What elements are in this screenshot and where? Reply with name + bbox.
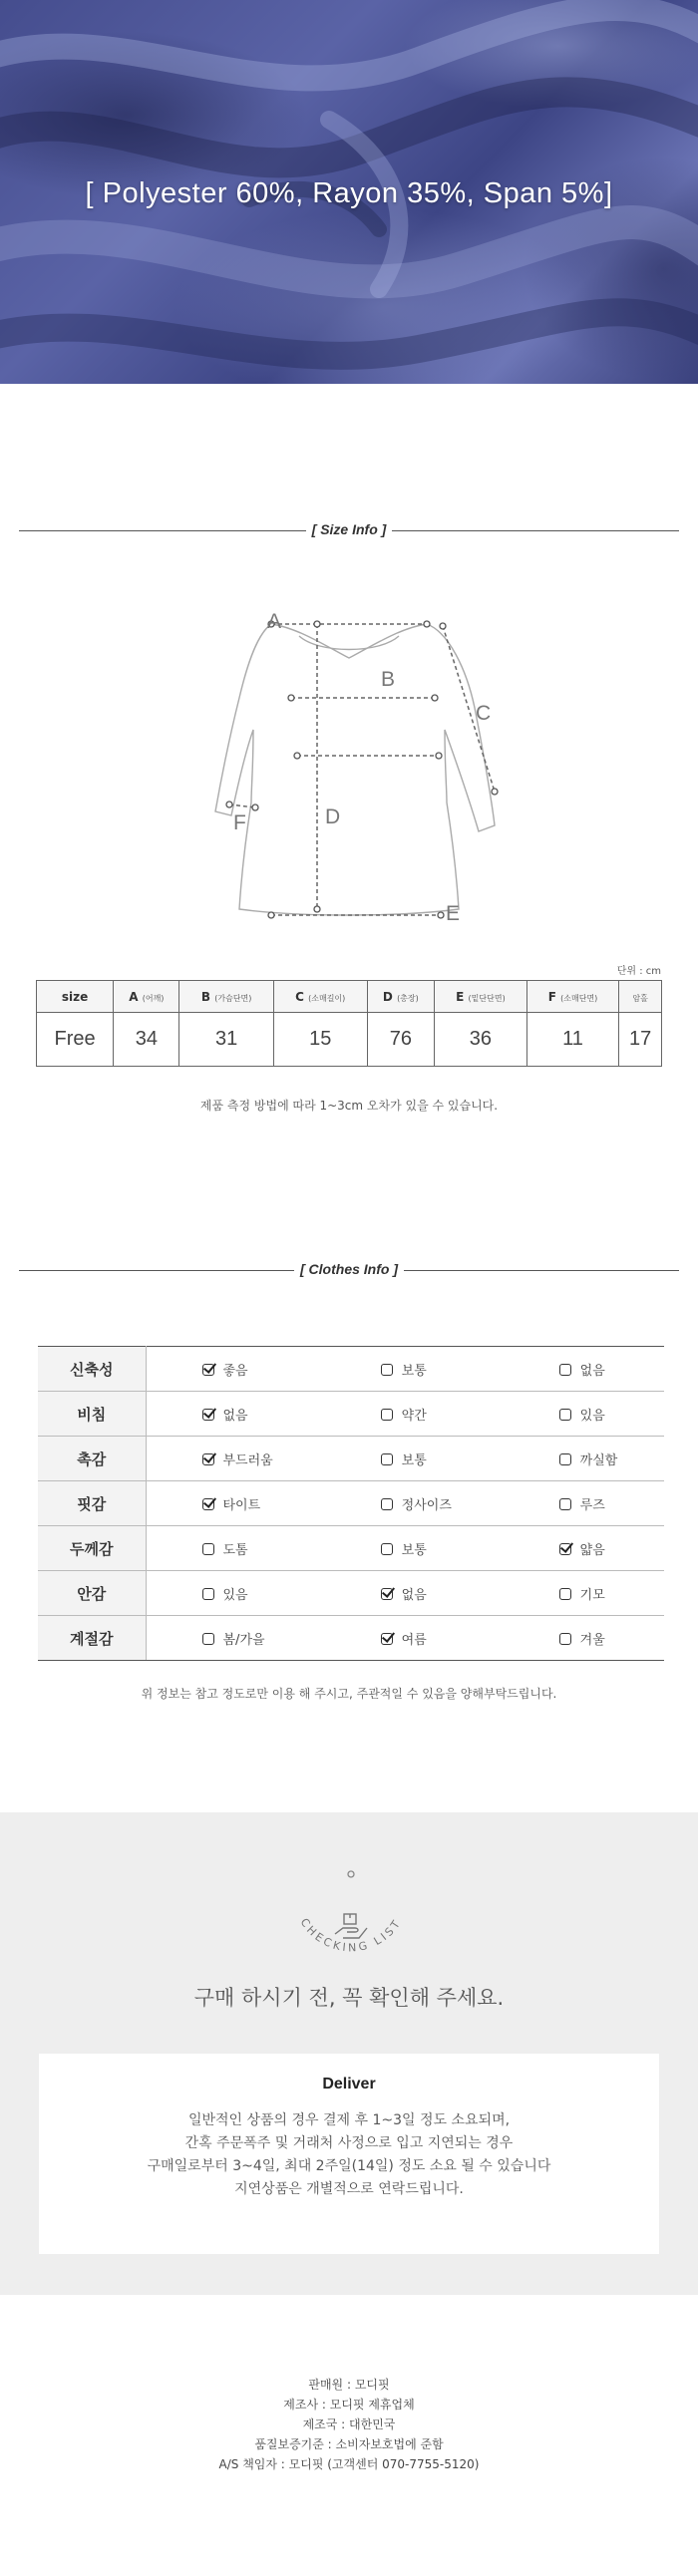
- checked-box-icon: [202, 1364, 214, 1376]
- clothes-info-title: [ Clothes Info ]: [294, 1261, 404, 1277]
- clothes-info-heading: [0, 1261, 698, 1277]
- clothes-info-option: [325, 1437, 504, 1481]
- unchecked-box-icon: [381, 1498, 393, 1510]
- size-col-header: 암홀: [619, 981, 662, 1013]
- deliver-card: [39, 2054, 659, 2254]
- size-table-row: [37, 1013, 662, 1067]
- clothes-info-option: [146, 1347, 325, 1392]
- option-label: 부드러움: [222, 1452, 273, 1468]
- checking-list-arc-text: CHECKING LIST: [297, 1915, 405, 1955]
- size-col-header: E (밑단단면): [435, 981, 527, 1013]
- option-label: 여름: [401, 1632, 427, 1648]
- option-label: 봄/가을: [222, 1632, 265, 1648]
- deliver-line: 일반적인 상품의 경우 결제 후 1~3일 정도 소요되며,: [187, 2112, 511, 2128]
- clothes-info-option: [504, 1571, 664, 1616]
- size-diagram: [0, 598, 698, 937]
- option-label: 좋음: [222, 1363, 248, 1379]
- option-label: 얇음: [579, 1542, 605, 1558]
- checked-box-icon: [202, 1453, 214, 1465]
- checked-box-icon: [559, 1543, 571, 1555]
- clothes-info-option: [325, 1481, 504, 1526]
- size-cell: 36: [435, 1013, 527, 1067]
- deliver-text: [39, 2109, 659, 2201]
- checked-box-icon: [381, 1588, 393, 1600]
- deliver-line: 간혹 주문폭주 및 거래처 사정으로 입고 지연되는 경우: [184, 2135, 514, 2151]
- clothes-info-option: [325, 1347, 504, 1392]
- option-label: 도톰: [222, 1542, 248, 1558]
- option-label: 있음: [579, 1408, 605, 1424]
- option-label: 있음: [222, 1587, 248, 1603]
- checking-tagline: 구매 하시기 전, 꼭 확인해 주세요.: [193, 1986, 505, 2010]
- clothes-info-category: 비침: [38, 1392, 146, 1437]
- deliver-line: 지연상품은 개별적으로 연락드립니다.: [234, 2181, 464, 2197]
- clothes-info-category: 계절감: [38, 1616, 146, 1661]
- option-label: 없음: [222, 1408, 248, 1424]
- option-label: 타이트: [222, 1497, 261, 1513]
- clothes-info-option: [325, 1526, 504, 1571]
- option-label: 없음: [579, 1363, 605, 1379]
- clothes-info-category: 핏감: [38, 1481, 146, 1526]
- clothes-info-option: [504, 1392, 664, 1437]
- unchecked-box-icon: [559, 1633, 571, 1645]
- clothes-info-option: [504, 1526, 664, 1571]
- footer-line: 제조사 : 모디핏 제휴업체: [283, 2398, 415, 2412]
- option-label: 겨울: [579, 1632, 605, 1648]
- clothes-info-category: 안감: [38, 1571, 146, 1616]
- label-c: C: [476, 702, 492, 725]
- unchecked-box-icon: [381, 1409, 393, 1421]
- unchecked-box-icon: [559, 1453, 571, 1465]
- clothes-info-option: [504, 1437, 664, 1481]
- hand-box-icon: [335, 1914, 367, 1938]
- unchecked-box-icon: [202, 1588, 214, 1600]
- option-label: 보통: [401, 1363, 427, 1379]
- unchecked-box-icon: [381, 1543, 393, 1555]
- label-b: B: [381, 668, 396, 691]
- clothes-info-option: [146, 1616, 325, 1661]
- clothes-info-option: [325, 1616, 504, 1661]
- footer-line: 품질보증기준 : 소비자보호법에 준함: [254, 2437, 444, 2451]
- size-table: [36, 980, 662, 1067]
- size-cell: 31: [179, 1013, 273, 1067]
- clothes-info-row: [38, 1571, 664, 1616]
- unchecked-box-icon: [202, 1543, 214, 1555]
- checked-box-icon: [202, 1409, 214, 1421]
- footer-line: 제조국 : 대한민국: [302, 2417, 396, 2431]
- footer-line: A/S 책임자 : 모디핏 (고객센터 070-7755-5120): [218, 2457, 480, 2471]
- size-col-header: B (가슴단면): [179, 981, 273, 1013]
- fabric-composition-title: [ Polyester 60%, Rayon 35%, Span 5%]: [85, 177, 613, 209]
- unchecked-box-icon: [559, 1364, 571, 1376]
- clothes-info-option: [146, 1481, 325, 1526]
- size-info-heading: [0, 521, 698, 537]
- size-col-header: C (소매길이): [273, 981, 367, 1013]
- unit-label: 단위 : cm: [616, 966, 661, 977]
- clothes-info-option: [146, 1392, 325, 1437]
- size-note: 제품 측정 방법에 따라 1~3cm 오차가 있을 수 있습니다.: [199, 1099, 499, 1113]
- option-label: 약간: [401, 1408, 427, 1424]
- size-cell: 15: [273, 1013, 367, 1067]
- size-col-header: size: [37, 981, 114, 1013]
- dress-outline-drawing: [0, 598, 698, 937]
- deliver-title: Deliver: [322, 2076, 376, 2093]
- option-label: 정사이즈: [401, 1497, 452, 1513]
- clothes-info-option: [325, 1392, 504, 1437]
- unchecked-box-icon: [381, 1364, 393, 1376]
- option-label: 없음: [401, 1587, 427, 1603]
- unchecked-box-icon: [381, 1453, 393, 1465]
- label-f: F: [233, 811, 246, 834]
- clothes-info-option: [325, 1571, 504, 1616]
- clothes-info-option: [504, 1347, 664, 1392]
- clothes-info-category: 신축성: [38, 1347, 146, 1392]
- clothes-info-row: [38, 1347, 664, 1392]
- clothes-info-row: [38, 1616, 664, 1661]
- label-e: E: [446, 902, 461, 925]
- checking-list-emblem: [0, 1812, 698, 1982]
- size-cell: 11: [526, 1013, 619, 1067]
- size-col-header: A (어깨): [114, 981, 179, 1013]
- label-a: A: [267, 610, 282, 633]
- option-label: 보통: [401, 1542, 427, 1558]
- size-cell: 17: [619, 1013, 662, 1067]
- clothes-info-option: [146, 1571, 325, 1616]
- option-label: 루즈: [579, 1497, 605, 1513]
- option-label: 보통: [401, 1452, 427, 1468]
- option-label: 기모: [579, 1587, 605, 1603]
- unchecked-box-icon: [559, 1588, 571, 1600]
- svg-text:CHECKING LIST: [298, 1916, 405, 1955]
- clothes-info-option: [146, 1526, 325, 1571]
- size-table-header: [37, 981, 662, 1013]
- clothes-info-category: 두께감: [38, 1526, 146, 1571]
- size-cell: Free: [37, 1013, 114, 1067]
- size-info-title: [ Size Info ]: [306, 521, 393, 537]
- clothes-info-row: [38, 1437, 664, 1481]
- clothes-info-category: 촉감: [38, 1437, 146, 1481]
- label-d: D: [325, 805, 341, 828]
- size-cell: 76: [367, 1013, 435, 1067]
- unchecked-box-icon: [559, 1498, 571, 1510]
- clothes-info-row: [38, 1526, 664, 1571]
- clothes-info-table: [38, 1346, 664, 1661]
- checked-box-icon: [202, 1498, 214, 1510]
- footer-line: 판매원 : 모디핏: [308, 2378, 390, 2392]
- size-col-header: D (총장): [367, 981, 435, 1013]
- clothes-info-option: [146, 1437, 325, 1481]
- unchecked-box-icon: [202, 1633, 214, 1645]
- deliver-line: 구매일로부터 3~4일, 최대 2주일(14일) 정도 소요 될 수 있습니다: [147, 2158, 551, 2174]
- option-label: 까실함: [579, 1452, 618, 1468]
- clothes-info-row: [38, 1392, 664, 1437]
- clothes-info-option: [504, 1481, 664, 1526]
- unchecked-box-icon: [559, 1409, 571, 1421]
- clothes-info-option: [504, 1616, 664, 1661]
- size-cell: 34: [114, 1013, 179, 1067]
- checked-box-icon: [381, 1633, 393, 1645]
- ornament-dot: [348, 1871, 354, 1877]
- fabric-hero-image: [0, 0, 698, 384]
- seller-info-footer: [0, 2375, 698, 2474]
- clothes-info-row: [38, 1481, 664, 1526]
- size-col-header: F (소매단면): [526, 981, 619, 1013]
- clothes-note: 위 정보는 참고 정도로만 이용 해 주시고, 주관적일 수 있음을 양해부탁드립니다.: [141, 1687, 557, 1701]
